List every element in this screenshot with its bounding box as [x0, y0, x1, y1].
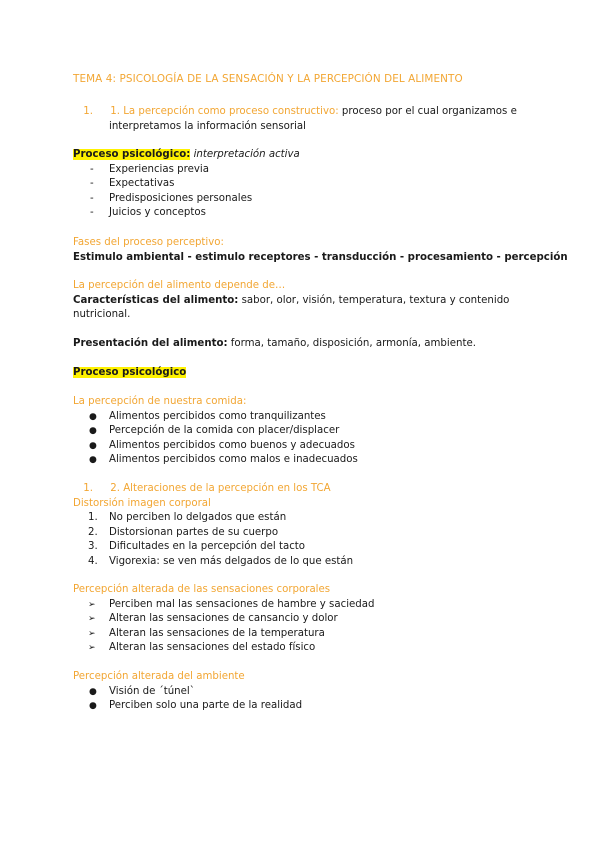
- list-item: - Juicios y conceptos: [73, 206, 533, 221]
- list-item: 1. No perciben lo delgados que están: [88, 512, 287, 523]
- list-item: ➢ Alteran las sensaciones del estado físico: [73, 641, 533, 656]
- presentacion-label: Presentación del alimento:: [73, 338, 228, 349]
- bullet-marker: ●: [89, 455, 97, 466]
- dash-marker: -: [90, 163, 94, 175]
- section-1-text: proceso por el cual organizamos e: [338, 106, 517, 117]
- arrow-marker: ➢: [88, 643, 96, 654]
- proceso-line: [73, 148, 533, 163]
- ambiente-block: [73, 670, 533, 714]
- bullet-marker: ●: [89, 426, 97, 437]
- alimento-block: [73, 279, 533, 323]
- list-item: ➢ Alteran las sensaciones de cansancio y dolor: [73, 612, 533, 627]
- corporales-list: [73, 598, 533, 656]
- list-item: ● Alimentos percibidos como malos e inadecuados: [73, 453, 533, 468]
- distorsion-list: [73, 511, 533, 569]
- presentacion-text: forma, tamaño, disposición, armonía, ambiente.: [227, 338, 476, 349]
- list-item: - Experiencias previa: [73, 163, 533, 178]
- list-item: 2. Distorsionan partes de su cuerpo: [88, 526, 279, 538]
- section-1-number: 1.: [83, 106, 93, 117]
- section-1-heading: 1. La percepción como proceso constructivo:: [110, 106, 339, 117]
- comida-list: [73, 410, 533, 468]
- caracteristicas-text-cont: nutricional.: [73, 309, 131, 320]
- section-2: [73, 482, 533, 569]
- arrow-marker: ➢: [88, 628, 96, 639]
- section-2-subheading: Distorsión imagen corporal: [73, 497, 211, 509]
- dash-marker: -: [90, 178, 94, 190]
- document-title: TEMA 4: PSICOLOGÍA DE LA SENSACIÓN Y LA PERCEPCIÓN DEL ALIMENTO: [73, 73, 463, 85]
- list-item: - Predisposiciones personales: [73, 192, 533, 207]
- list-item: - Expectativas: [73, 177, 533, 192]
- bullet-marker: ●: [89, 440, 97, 451]
- arrow-marker: ➢: [88, 599, 96, 610]
- section-2-number: 1.: [83, 483, 93, 494]
- list-item: 4. Vigorexia: se ven más delgados de lo que están: [88, 555, 354, 567]
- proceso-list: [73, 163, 533, 221]
- section-2-heading: 2. Alteraciones de la percepción en los TCA: [110, 483, 331, 494]
- list-item: ● Visión de ´túnel`: [73, 685, 533, 700]
- fases-block: [73, 236, 568, 265]
- list-item: ● Alimentos percibidos como tranquilizantes: [73, 410, 533, 425]
- proceso-2-label: Proceso psicológico: [73, 367, 187, 378]
- corporales-block: [73, 583, 533, 656]
- dash-marker: -: [90, 207, 94, 219]
- proceso-block: [73, 148, 533, 221]
- proceso-label: Proceso psicológico:: [73, 149, 191, 160]
- fases-heading: Fases del proceso perceptivo:: [73, 237, 224, 248]
- corporales-heading: Percepción alterada de las sensaciones corporales: [73, 584, 331, 595]
- bullet-marker: ●: [89, 411, 97, 422]
- alimento-heading: La percepción del alimento depende de…: [73, 280, 286, 291]
- bullet-marker: ●: [89, 701, 97, 712]
- presentacion-line: [73, 337, 533, 352]
- caracteristicas-text: sabor, olor, visión, temperatura, textura y contenido: [238, 294, 510, 306]
- ambiente-heading: Percepción alterada del ambiente: [73, 671, 245, 682]
- section-1-text-cont: interpretamos la información sensorial: [109, 120, 306, 132]
- caracteristicas-line: [73, 294, 533, 309]
- proceso-2-block: [73, 366, 533, 381]
- proceso-value: interpretación activa: [190, 149, 300, 160]
- bullet-marker: ●: [89, 686, 97, 697]
- list-item: ➢ Perciben mal las sensaciones de hambre y saciedad: [73, 598, 533, 613]
- comida-block: [73, 395, 533, 468]
- list-item: ● Percepción de la comida con placer/displacer: [73, 424, 533, 439]
- comida-heading: La percepción de nuestra comida:: [73, 396, 247, 407]
- ambiente-list: [73, 685, 533, 714]
- fases-text: Estimulo ambiental - estimulo receptores - transducción - procesamiento - percepción: [73, 251, 568, 263]
- section-1-line: [73, 105, 533, 120]
- section-2-line: [73, 482, 533, 497]
- caracteristicas-label: Características del alimento:: [73, 294, 239, 306]
- dash-marker: -: [90, 192, 94, 204]
- list-item: ➢ Alteran las sensaciones de la temperatura: [73, 627, 533, 642]
- arrow-marker: ➢: [88, 614, 96, 625]
- section-1: [73, 105, 533, 134]
- list-item: ● Perciben solo una parte de la realidad: [73, 699, 533, 714]
- list-item: ● Alimentos percibidos como buenos y adecuados: [73, 439, 533, 454]
- list-item: 3. Dificultades en la percepción del tacto: [88, 541, 306, 553]
